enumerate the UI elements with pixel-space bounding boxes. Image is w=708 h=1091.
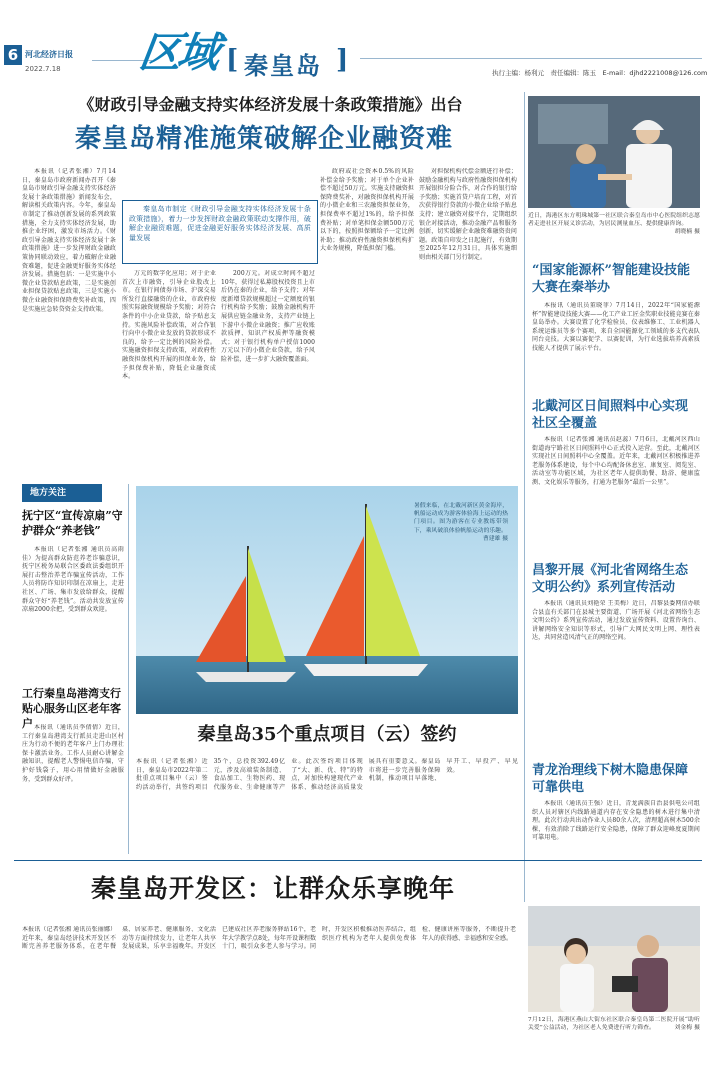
section-bracket-right: ] [336, 45, 349, 75]
item3-title: 昌黎开展《河北省网络生态文明公约》系列宣传活动 [532, 563, 689, 595]
page-number-badge: 6 [4, 45, 22, 65]
volunteer-photo-caption [528, 212, 700, 248]
lead-summary-box [122, 200, 318, 264]
story2-body-columns [136, 758, 518, 852]
lead-column-2: 万元的数字化应用；对于企业首次上市融资，引导企业股改上市。在银行间债券市场、沪深交易所发行直接融资的企业，市政府按照实际融资规模给予奖励；对符合条件的中小企业贷款，给予贴息支持。实施风险补偿政策，对合作银行向中小微企业发放的贷款形成不良的，给予一定比例的风险补偿。实施融资担保支持政策，对政府性融资担保机构开展的担保业务，给予担保费补贴，降低企业融资成本。 [122, 270, 216, 381]
lead-column-3: 200万元。对成立时间不超过10年，获得过私募股权投资且上市后仍在秦的企业，给予支持；对年度新增贷款规模超过一定额度的银行机构给予奖励；鼓励金融机构开展供应链金融业务，支持产业链上下游中小微企业融资；推广应收账款质押、知识产权质押等融资模式；对于银行机构单户授信1000万元以下的小微企业贷款，给予风险补偿，进一步扩大融资覆盖面。 [221, 270, 315, 363]
hearing-screening-illustration [528, 906, 700, 1012]
masthead [0, 0, 708, 82]
right-column-divider [524, 92, 525, 902]
item1-body: 本报讯（通讯员董晓菲）7月14日，2022年“国家能源杯”智能建设技能大赛——化工产业工匠金奖职业技能竞赛在秦皇岛举办。大赛设置了化学检验员、仪表维修工、工业机器人系统运维员等多个赛项，来自全国能源化工领域的多支代表队同台竞技。大赛以赛促学、以赛促训，为行业选拔培养高素质技能人才提供了展示平台。 [532, 302, 700, 352]
section-divider [14, 860, 702, 861]
item4-title: 青龙治理线下树木隐患保障可靠供电 [532, 763, 689, 795]
focus-tag [22, 484, 102, 502]
focus-divider [128, 484, 129, 854]
lead-column-1: 本报讯（记者张湘）7月14日，秦皇岛市政府新闻办召开《秦皇岛市财政引导金融支持实体经济发展十条政策措施》新闻发布会，解读相关政策内容。今年，秦皇岛市制定了推动创新发展的系列政策措施，全力支持实体经济发展，助推企业纾困，激发市场活力。《财政引导金融支持实体经济发展十条政策措施》进一步发挥财政金融政策协同联动效应，着力破解企业融资难题，促进金融更好服务实体经济发展。措施包括：一是实施中小微企业贷款贴息政策，二是实施创业担保贷款贴息政策，三是实施小微企业融资担保降费奖补政策，四是实施应急转贷资金支持政策。 [22, 168, 116, 313]
story2-body: 本报讯（记者张湘）近日，秦皇岛市2022年第二批重点项目集中（云）签约活动举行，共签约项目35个，总投资392.49亿元，涉及高端装备制造、食品加工、生物医药、现代服务业、生命健康等产业。此次签约项目体现了“大、新、优、特”的特点，对加快构建现代产业体系、推动经济高质量发展具有重要意义。秦皇岛市将进一步完善服务保障机制，推动项目早落地、早开工、早投产、早见效。 [136, 758, 518, 791]
hearing-caption-text: 7月12日，海港区燕山大街东社区联合秦皇岛第二医院开展“助听关爱”公益活动，为社区老人免费进行听力筛查。 [528, 1017, 700, 1032]
volunteer-photo [528, 96, 700, 208]
sailing-caption-box [414, 502, 508, 652]
paper-name: 河北经济日报 [25, 50, 73, 59]
focus-title-2: 工行秦皇岛港湾支行贴心服务山区老年客户 [22, 687, 121, 730]
item2-body: 本报讯（记者张湘 通讯员赵蕊）7月6日，北戴河区西山街道海宁路社区日间照料中心正式投入运营。至此，北戴河区实现社区日间照料中心全覆盖。近年来，北戴河区积极推进养老服务体系建设，每个中心均配备休息室、康复室、阅览室、活动室等功能区域，为社区老年人提供助餐、助浴、健康监测、文化娱乐等服务，打通为老服务“最后一公里”。 [532, 436, 700, 486]
item3-body: 本报讯（通讯员刘艳荣 王美梅）近日，昌黎县委网信办联合县直有关部门在县城主要街道、广场开展《河北省网络生态文明公约》系列宣传活动，通过发放宣传资料、设置咨询台、讲解网络安全知识等形式，引导广大网民文明上网、理性表达，共同营造风清气正的网络空间。 [532, 600, 700, 642]
focus-body-2: 本报讯（通讯员李倩倩）近日，工行秦皇岛港湾支行派员走进山区村庄为行动不便的老年客户上门办理社保卡激活业务。工作人员耐心讲解金融知识，提醒老人警惕电信诈骗，守护好钱袋子，用心用情做好金融服务，受到群众好评。 [22, 724, 124, 783]
header-rule-right [360, 58, 702, 59]
hearing-photo-caption [528, 1016, 700, 1082]
story3-headline: 秦皇岛开发区：让群众乐享晚年 [90, 874, 455, 903]
story3-body: 本报讯（记者张湘 通讯员张丽娜）近年来，秦皇岛经济技术开发区不断完善养老服务体系，在老年餐桌、居家养老、健康服务、文化活动等方面持续发力，让老年人共享发展成果，乐享幸福晚年。开发区已建成社区养老服务驿站16个，老年大学教学点8处，每年开设课程数十门，吸引众多老人参与学习。同时，开发区积极推动医养结合，组织医疗机构为老年人提供免费体检、健康讲座等服务，不断提升老年人的获得感、幸福感和安全感。 [22, 926, 516, 951]
hearing-photo-credit: 刘金梅 摄 [674, 1025, 700, 1032]
lead-column-4: 政府或社会资本0.5%的风险补偿金给予奖励；对于单个企业补偿不超过50万元。实施支持融资担保降费奖补，对融资担保机构开展的小微企业和三农融资担保业务，担保费率不超过1%的，给予担保费补贴；对单笔担保金额500万元以下的，按照担保额给予一定比例补助；推动政府性融资担保机构扩大业务规模，降低担保门槛。 [320, 168, 414, 253]
section-calligraphy-logo: 区域 [136, 28, 220, 77]
lead-headline: 秦皇岛精准施策破解企业融资难 [74, 124, 453, 154]
item1-title: “国家能源杯”智能建设技能大赛在秦举办 [532, 263, 690, 295]
focus-tag-text: 地方关注 [30, 488, 67, 498]
section-title: 秦皇岛 [244, 52, 322, 80]
item2-title: 北戴河区日间照料中心实现社区全覆盖 [532, 399, 689, 431]
focus-title-1: 抚宁区“宣传凉扇”守护群众“养老钱” [22, 509, 123, 537]
focus-body-1: 本报讯（记者张湘 通讯员高雨佳）为提高群众防范养老诈骗意识，抚宁区税务局联合区委政法委组织开展打击整治养老诈骗宣传活动，工作人员将防诈知识印制在凉扇上，走进社区、广场、集市发放给群众，提醒群众守好“养老钱”。活动共发放宣传凉扇2000余把，受到群众欢迎。 [22, 546, 124, 614]
lead-kicker: 《财政引导金融支持实体经济发展十条政策措施》出台 [78, 95, 463, 114]
volunteer-photo-credit: 胡晓楠 摄 [674, 229, 700, 236]
sailing-caption: 暑假来临，在北戴河新区黄金海岸，帆船运动成为游客体验海上运动的热门项目。图为游客在专业教练带领下，乘风破浪体验帆船运动的乐趣。 [414, 503, 508, 534]
hearing-photo [528, 906, 700, 1012]
section-bracket-left: [ [226, 45, 239, 75]
issue-date: 2022.7.18 [25, 65, 61, 73]
lead-column-5: 对担保机构代偿金额进行补偿；鼓励金融机构与政府性融资担保机构开展银担分险合作，对合作的银行给予奖励；实施首贷户培育工程，对首次获得银行贷款的小微企业给予贴息支持；建立融资对接平台，定期组织银企对接活动，推动金融产品和服务创新，切实缓解企业融资难融资贵问题。政策自印发之日起施行，有效期至2025年12月31日，具体实施细则由相关部门另行制定。 [419, 168, 517, 261]
medical-volunteer-illustration [528, 96, 700, 208]
sailing-photo-credit: 曹建雄 摄 [482, 535, 508, 542]
item4-body: 本报讯（通讯员王强）近日，青龙满族自治县供电公司组织人员对辖区内线路通道内存在安全隐患的树木进行集中清理。此次行动共出动作业人员80余人次，清理超高树木500余棵，有效消除了线路运行安全隐患，保障了群众迎峰度夏期间可靠用电。 [532, 800, 700, 842]
story2-headline: 秦皇岛35个重点项目（云）签约 [197, 724, 457, 745]
sailing-photo [136, 486, 518, 714]
lead-summary: 秦皇岛市制定《财政引导金融支持实体经济发展十条政策措施》，着力一步发挥财政金融政策联动支撑作用，破解企业融资难题，促进金融更好服务实体经济发展、高质量发展 [129, 205, 311, 242]
editor-credits: 执行主编：杨利元 责任编辑：陈玉 E-mail：djhd2221008@126.com [492, 69, 708, 77]
volunteer-caption-text: 近日，海港区东方明珠城第一社区联合秦皇岛市中心医院组织志愿者走进社区开展义诊活动，为居民测量血压、提供健康咨询。 [528, 213, 700, 228]
story3-body-columns [22, 926, 516, 1081]
